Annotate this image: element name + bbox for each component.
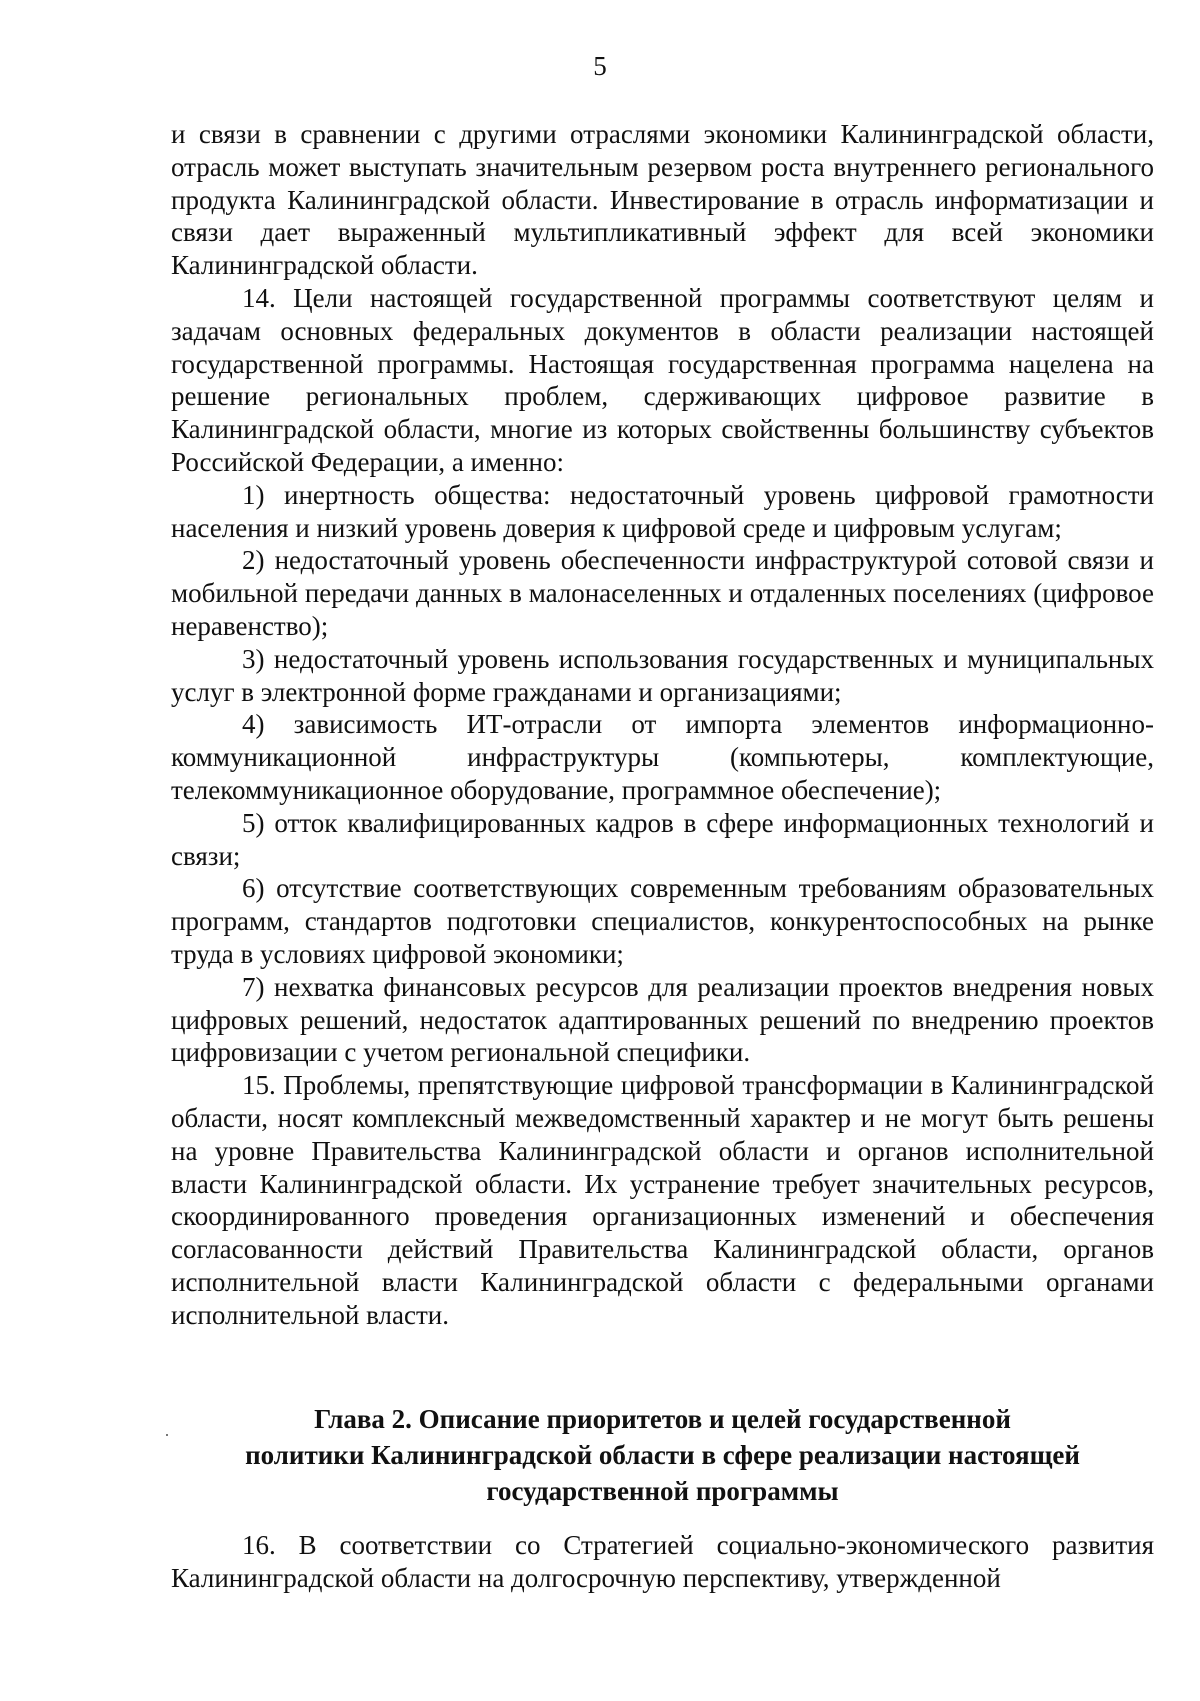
body-text-after-heading xyxy=(171,1529,1154,1595)
list-item-2: 2) недостаточный уровень обеспеченности инфраструктурой сотовой связи и мобильной передачи данных в малонаселенных и отдаленных поселениях (цифровое неравенство); xyxy=(171,545,1154,641)
list-item-3: 3) недостаточный уровень использования государственных и муниципальных услуг в электронной форме гражданами и организациями; xyxy=(171,643,1154,707)
paragraph-16: 16. В соответствии со Стратегией социально-экономического развития Калининградской области на долгосрочную перспективу, утвержденной xyxy=(171,1530,1154,1593)
chapter-heading-line-2: политики Калининградской области в сфере реализации настоящей xyxy=(245,1440,1080,1470)
scan-speck xyxy=(166,1434,168,1436)
list-item-1: 1) инертность общества: недостаточный уровень цифровой грамотности населения и низкий уровень доверия к цифровой среде и цифровым услугам; xyxy=(171,479,1154,543)
chapter-heading-line-3: государственной программы xyxy=(486,1476,839,1506)
chapter-heading xyxy=(171,1401,1154,1509)
body-text xyxy=(171,118,1154,1331)
paragraph-14: 14. Цели настоящей государственной программы соответствуют целям и задачам основных федеральных документов в области реализации настоящей государственной программы. Настоящая государственная программа нацелена на решение региональных проблем, сдерживающих цифровое развитие в Калининградской области, многие из которых свойственны большинству субъектов Российской Федерации, а именно: xyxy=(171,282,1154,477)
paragraph-continuation: и связи в сравнении с другими отраслями экономики Калининградской области, отрасль может выступать значительным резервом роста внутреннего регионального продукта Калининградской области. Инвестирование в отрасль информатизации и связи дает выраженный мультипликативный эффект для всей экономики Калининградской области. xyxy=(171,119,1154,281)
list-item-5: 5) отток квалифицированных кадров в сфере информационных технологий и связи; xyxy=(171,807,1154,871)
page-number: 5 xyxy=(593,51,607,81)
paragraph-15: 15. Проблемы, препятствующие цифровой трансформации в Калининградской области, носят комплексный межведомственный характер и не могут быть решены на уровне Правительства Калининградской области и органов исполнительной власти Калининградской области. Их устранение требует значительных ресурсов, скоординированного проведения организационных изменений и обеспечения согласованности действий Правительства Калининградской области, органов исполнительной власти Калининградской области с федеральными органами исполнительной власти. xyxy=(171,1070,1154,1330)
chapter-heading-line-1: Глава 2. Описание приоритетов и целей государственной xyxy=(314,1404,1011,1434)
list-item-7: 7) нехватка финансовых ресурсов для реализации проектов внедрения новых цифровых решений, недостаток адаптированных решений по внедрению проектов цифровизации с учетом региональной специфики. xyxy=(171,971,1154,1068)
list-item-4: 4) зависимость ИТ-отрасли от импорта элементов информационно-коммуникационной инфраструктуры (компьютеры, комплектующие, телекоммуникационное оборудование, программное обеспечение); xyxy=(171,709,1154,805)
list-item-6: 6) отсутствие соответствующих современным требованиям образовательных программ, стандартов подготовки специалистов, конкурентоспособных на рынке труда в условиях цифровой экономики; xyxy=(171,873,1154,969)
